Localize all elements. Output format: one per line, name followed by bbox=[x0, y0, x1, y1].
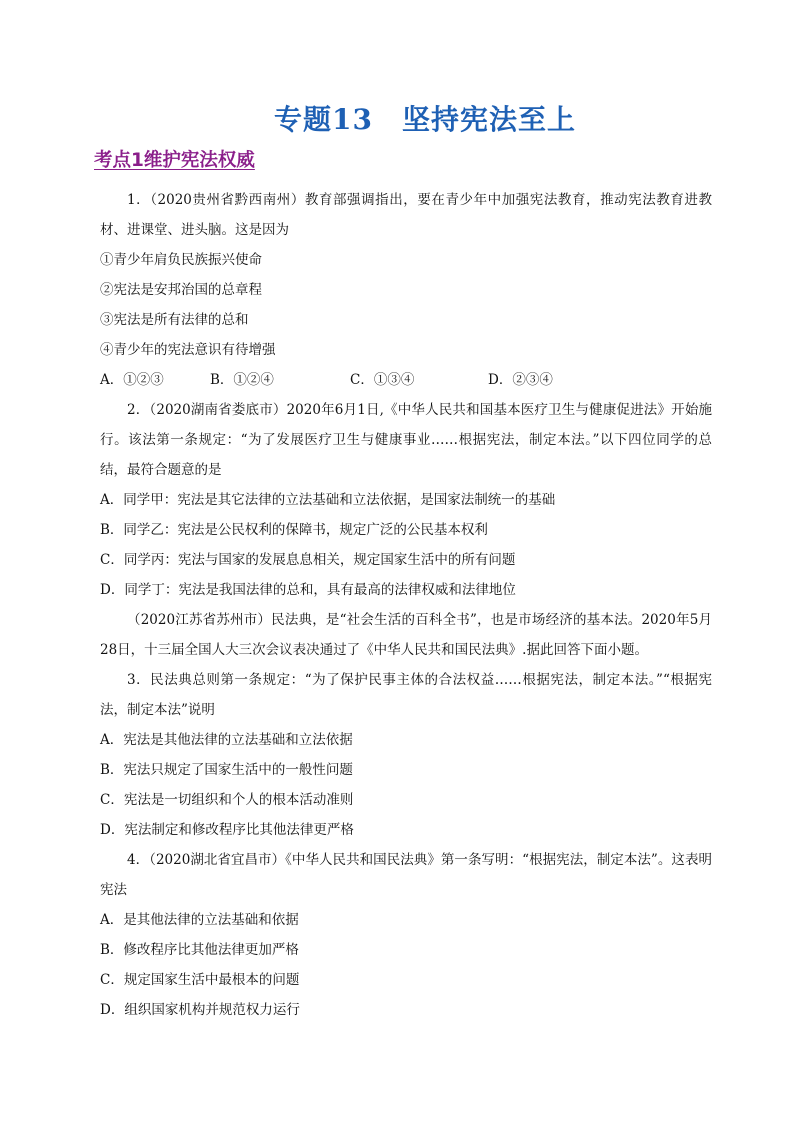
page-title: 专题13 坚持宪法至上 bbox=[274, 103, 576, 136]
question-1-option-c: C．①③④ bbox=[350, 372, 415, 388]
question-3-option-a: A．宪法是其他法律的立法基础和立法依据 bbox=[100, 732, 353, 748]
question-4-option-d: D．组织国家机构并规范权力运行 bbox=[100, 1002, 300, 1018]
question-1-item-2: ②宪法是安邦治国的总章程 bbox=[100, 282, 262, 298]
question-4-option-c: C．规定国家生活中最根本的问题 bbox=[100, 972, 300, 988]
document-body bbox=[100, 185, 712, 1025]
passage-intro: （2020江苏省苏州市）民法典，是“社会生活的百科全书”，也是市场经济的基本法。2020年5月28日，十三届全国人大三次会议表决通过了《中华人民共和国民法典》.据此回答下面小题。 bbox=[100, 612, 712, 658]
question-1-item-1: ①青少年肩负民族振兴使命 bbox=[100, 252, 262, 268]
question-1-option-b: B．①②④ bbox=[210, 372, 274, 388]
question-3-stem: 3．民法典总则第一条规定：“为了保护民事主体的合法权益……根据宪法，制定本法。”“根据宪法，制定本法”说明 bbox=[100, 672, 712, 718]
question-2-option-c: C．同学丙：宪法与国家的发展息息相关，规定国家生活中的所有问题 bbox=[100, 552, 516, 568]
question-4-stem: 4．（2020湖北省宜昌市）《中华人民共和国民法典》第一条写明：“根据宪法，制定本法”。这表明宪法 bbox=[100, 852, 712, 898]
question-3-option-c: C．宪法是一切组织和个人的根本活动准则 bbox=[100, 792, 354, 808]
question-1-item-3: ③宪法是所有法律的总和 bbox=[100, 312, 249, 328]
section-heading: 考点1维护宪法权威 bbox=[94, 150, 255, 171]
question-2-stem: 2．（2020湖南省娄底市）2020年6月1日,《中华人民共和国基本医疗卫生与健康促进法》开始施行。该法第一条规定：“为了发展医疗卫生与健康事业……根据宪法，制定本法。”以下四位同学的总结，最符合题意的是 bbox=[100, 402, 712, 478]
question-4-option-b: B．修改程序比其他法律更加严格 bbox=[100, 942, 299, 958]
question-3-option-d: D．宪法制定和修改程序比其他法律更严格 bbox=[100, 822, 354, 838]
question-1-options bbox=[100, 365, 712, 395]
question-4-option-a: A．是其他法律的立法基础和依据 bbox=[100, 912, 299, 928]
question-1-option-d: D．②③④ bbox=[488, 372, 553, 388]
question-1-option-a: A．①②③ bbox=[100, 372, 164, 388]
question-1-stem: 1．（2020贵州省黔西南州）教育部强调指出，要在青少年中加强宪法教育，推动宪法教育进教材、进课堂、进头脑。这是因为 bbox=[100, 192, 712, 238]
question-2-option-b: B．同学乙：宪法是公民权利的保障书，规定广泛的公民基本权利 bbox=[100, 522, 488, 538]
question-3-option-b: B．宪法只规定了国家生活中的一般性问题 bbox=[100, 762, 353, 778]
question-2-option-d: D．同学丁：宪法是我国法律的总和，具有最高的法律权威和法律地位 bbox=[100, 582, 516, 598]
question-1-item-4: ④青少年的宪法意识有待增强 bbox=[100, 342, 276, 358]
question-2-option-a: A．同学甲：宪法是其它法律的立法基础和立法依据，是国家法制统一的基础 bbox=[100, 492, 556, 508]
